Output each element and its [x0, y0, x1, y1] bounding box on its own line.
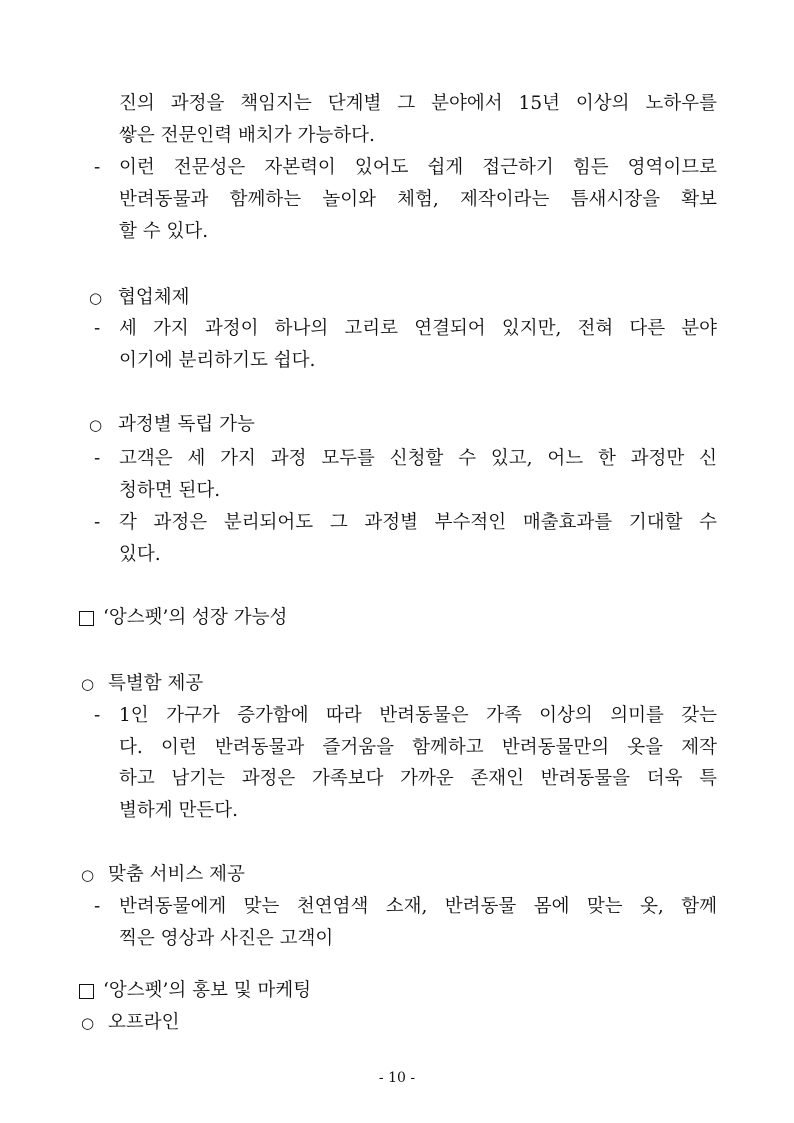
subheading: 맞춤 서비스 제공 — [108, 864, 245, 885]
section-heading: ‘앙스펫’의 홍보 및 마케팅 — [103, 980, 312, 1001]
subheading: 특별함 제공 — [108, 673, 204, 694]
dash-bullet: - — [94, 318, 101, 339]
body-text-line: 이런 전문성은 자본력이 있어도 쉽게 접근하기 힘든 영역이므로 — [119, 157, 717, 178]
subheading: 협업체제 — [118, 287, 190, 308]
body-text-line: 있다. — [119, 544, 161, 565]
subheading: 과정별 독립 가능 — [118, 414, 255, 435]
circle-bullet: ○ — [81, 866, 95, 884]
body-text-line: 1인 가구가 증가함에 따라 반려동물은 가족 이상의 의미를 갖는 — [119, 705, 717, 726]
page-number: - 10 - — [378, 1070, 416, 1086]
body-text-line: 찍은 영상과 사진은 고객이 — [119, 928, 334, 949]
subheading: 오프라인 — [108, 1012, 180, 1033]
section-box-marker — [79, 611, 94, 626]
dash-bullet: - — [94, 448, 101, 469]
body-text-line: 세 가지 과정이 하나의 고리로 연결되어 있지만, 전혀 다른 분야 — [119, 318, 717, 339]
circle-bullet: ○ — [89, 416, 103, 434]
dash-bullet: - — [94, 157, 101, 178]
circle-bullet: ○ — [81, 1014, 95, 1032]
dash-bullet: - — [94, 705, 101, 726]
body-text-line: 다. 이런 반려동물과 즐거움을 함께하고 반려동물만의 옷을 제작 — [119, 737, 717, 758]
body-text-line: 할 수 있다. — [119, 221, 209, 242]
body-text-line: 고객은 세 가지 과정 모두를 신청할 수 있고, 어느 한 과정만 신 — [119, 448, 717, 469]
body-text-line: 이기에 분리하기도 쉽다. — [119, 350, 316, 371]
dash-bullet: - — [94, 512, 101, 533]
section-box-marker — [79, 984, 94, 999]
body-text-line: 하고 남기는 과정은 가족보다 가까운 존재인 반려동물을 더욱 특 — [119, 768, 717, 789]
body-text-line: 반려동물과 함께하는 놀이와 체험, 제작이라는 틈새시장을 확보 — [119, 189, 717, 210]
body-text-line: 별하게 만든다. — [119, 800, 238, 821]
dash-bullet: - — [94, 896, 101, 917]
body-text-line: 진의 과정을 책임지는 단계별 그 분야에서 15년 이상의 노하우를 — [119, 93, 717, 114]
circle-bullet: ○ — [81, 675, 95, 693]
body-text-line: 쌓은 전문인력 배치가 가능하다. — [119, 125, 375, 146]
body-text-line: 청하면 된다. — [119, 480, 221, 501]
body-text-line: 각 과정은 분리되어도 그 과정별 부수적인 매출효과를 기대할 수 — [119, 512, 717, 533]
body-text-line: 반려동물에게 맞는 천연염색 소재, 반려동물 몸에 맞는 옷, 함께 — [119, 896, 717, 917]
circle-bullet: ○ — [89, 289, 103, 307]
section-heading: ‘앙스펫’의 성장 가능성 — [103, 607, 288, 628]
